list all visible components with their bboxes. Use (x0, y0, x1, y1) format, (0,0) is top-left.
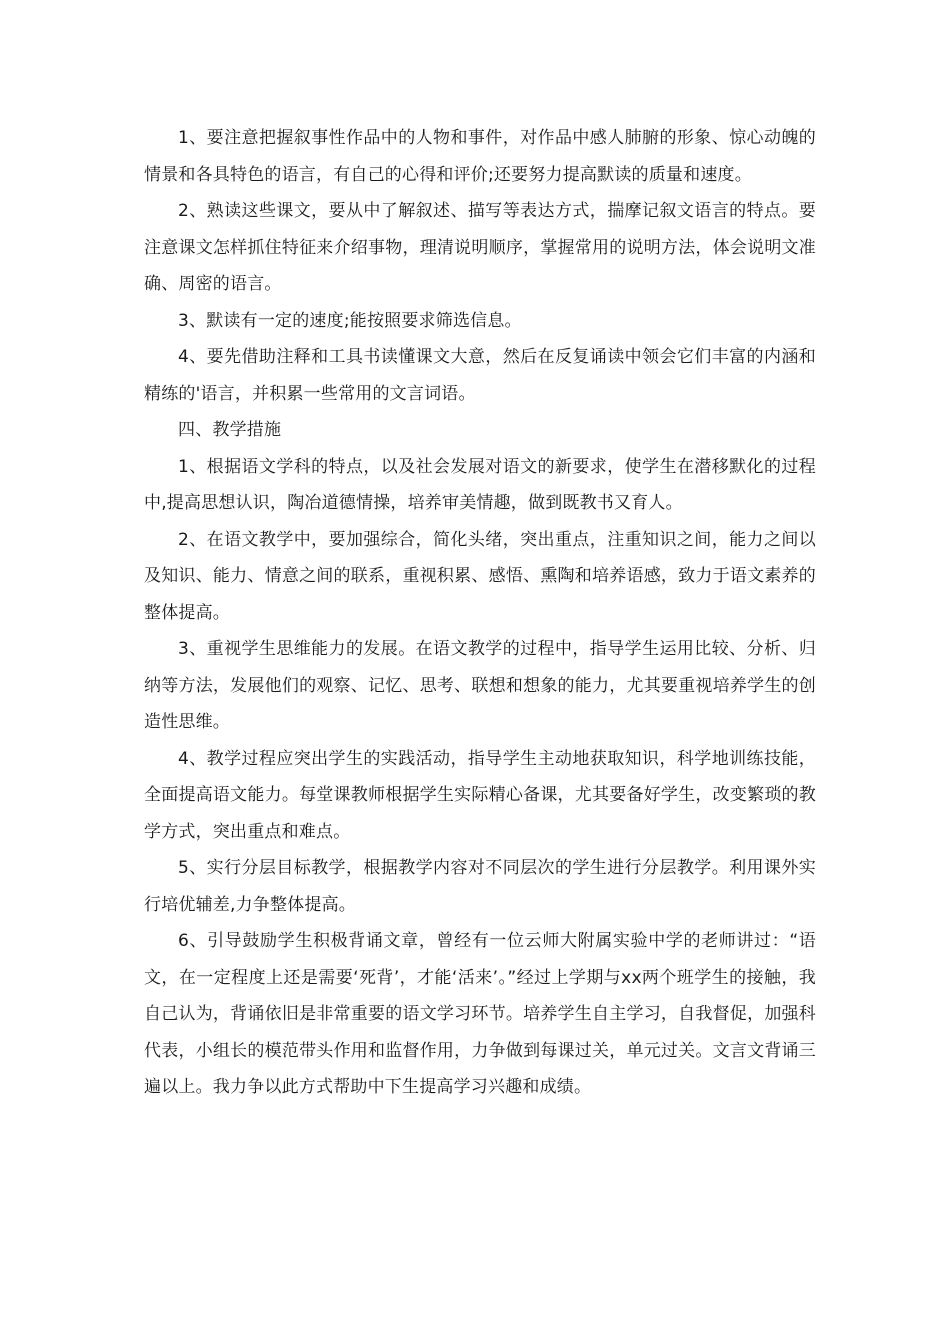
paragraph-reading-narrative: 1、要注意把握叙事性作品中的人物和事件，对作品中感人肺腑的形象、惊心动魄的情景和各具特色的语言，有自己的心得和评价;还要努力提高默读的质量和速度。 (144, 128, 816, 185)
document-body (144, 120, 816, 1106)
paragraph-expository-reading: 2、熟读这些课文，要从中了解叙述、描写等表达方式，揣摩记叙文语言的特点。要注意课文怎样抓住特征来介绍事物，理清说明顺序，掌握常用的说明方法，体会说明文准确、周密的语言。 (144, 201, 816, 294)
paragraph-measure-5: 5、实行分层目标教学，根据教学内容对不同层次的学生进行分层教学。利用课外实行培优辅差,力争整体提高。 (144, 858, 816, 915)
section-heading-teaching-measures: 四、教学措施 (178, 420, 282, 440)
paragraph-measure-1: 1、根据语文学科的特点，以及社会发展对语文的新要求，使学生在潜移默化的过程中,提高思想认识，陶冶道德情操，培养审美情趣，做到既教书又育人。 (144, 456, 816, 513)
paragraph-classical-chinese: 4、要先借助注释和工具书读懂课文大意，然后在反复诵读中领会它们丰富的内涵和精练的'语言，并积累一些常用的文言词语。 (144, 347, 816, 404)
paragraph-measure-6: 6、引导鼓励学生积极背诵文章，曾经有一位云师大附属实验中学的老师讲过：“语文，在一定程度上还是需要‘死背’，才能‘活来’。”经过上学期与xx两个班学生的接触，我自己认为，背诵依旧是非常重要的语文学习环节。培养学生自主学习，自我督促，加强科代表，小组长的模范带头作用和监督作用，力争做到每课过关，单元过关。文言文背诵三遍以上。我力争以此方式帮助中下生提高学习兴趣和成绩。 (144, 931, 816, 1097)
paragraph-measure-3: 3、重视学生思维能力的发展。在语文教学的过程中，指导学生运用比较、分析、归纳等方法，发展他们的观察、记忆、思考、联想和想象的能力，尤其要重视培养学生的创造性思维。 (144, 639, 816, 732)
paragraph-measure-4: 4、教学过程应突出学生的实践活动，指导学生主动地获取知识，科学地训练技能，全面提高语文能力。每堂课教师根据学生实际精心备课，尤其要备好学生，改变繁琐的教学方式，突出重点和难点。 (144, 748, 816, 842)
paragraph-silent-reading: 3、默读有一定的速度;能按照要求筛选信息。 (178, 310, 522, 331)
paragraph-measure-2: 2、在语文教学中，要加强综合，简化头绪，突出重点，注重知识之间，能力之间以及知识、能力、情意之间的联系，重视积累、感悟、熏陶和培养语感，致力于语文素养的整体提高。 (144, 529, 816, 623)
